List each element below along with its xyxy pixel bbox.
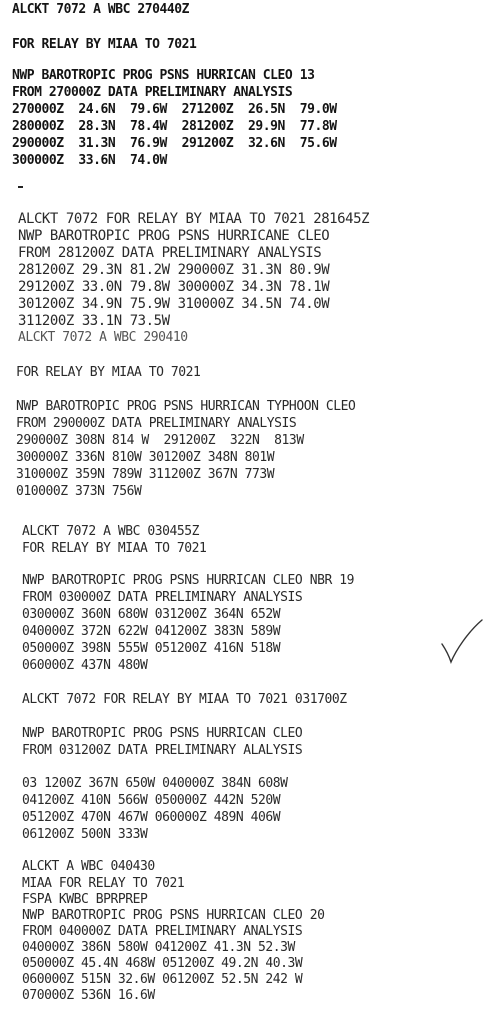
position-row: 301200Z 34.9N 75.9W 310000Z 34.5N 74.0W <box>18 296 330 312</box>
analysis-source: FROM 040000Z DATA PRELIMINARY ANALYSIS <box>22 924 303 939</box>
message-header: ALCKT 7072 A WBC 030455Z <box>22 524 200 539</box>
forecast-title: NWP BAROTROPIC PROG PSNS HURRICAN CLEO 13 <box>12 68 315 83</box>
position-row: 051200Z 470N 467W 060000Z 489N 406W <box>22 810 281 825</box>
position-row: 050000Z 45.4N 468W 051200Z 49.2N 40.3W <box>22 956 303 971</box>
position-row: 040000Z 386N 580W 041200Z 41.3N 52.3W <box>22 940 295 955</box>
message-header: ALCKT 7072 A WBC 290410 <box>18 330 188 345</box>
position-row: 291200Z 33.0N 79.8W 300000Z 34.3N 78.1W <box>18 279 330 295</box>
position-row: 010000Z 373N 756W <box>16 484 142 499</box>
forecast-title: NWP BAROTROPIC PROG PSNS HURRICANE CLEO <box>18 228 330 244</box>
forecast-title: NWP BAROTROPIC PROG PSNS HURRICAN CLEO NBR 19 <box>22 573 354 588</box>
message-header: ALCKT A WBC 040430 <box>22 859 155 874</box>
forecast-title: NWP BAROTROPIC PROG PSNS HURRICAN CLEO 20 <box>22 908 325 923</box>
message-header: ALCKT 7072 A WBC 270440Z <box>12 2 190 17</box>
position-row: 290000Z 31.3N 76.9W 291200Z 32.6N 75.6W <box>12 136 337 151</box>
handwritten-checkmark <box>440 618 483 664</box>
position-row: 311200Z 33.1N 73.5W <box>18 313 170 329</box>
relay-line: FOR RELAY BY MIAA TO 7021 <box>12 37 197 52</box>
position-row: 060000Z 437N 480W <box>22 658 148 673</box>
position-row: 270000Z 24.6N 79.6W 271200Z 26.5N 79.0W <box>12 102 337 117</box>
relay-line: MIAA FOR RELAY TO 7021 <box>22 876 185 891</box>
analysis-source: FROM 031200Z DATA PRELIMINARY ALALYSIS <box>22 743 303 758</box>
position-row: 030000Z 360N 680W 031200Z 364N 652W <box>22 607 281 622</box>
position-row: 050000Z 398N 555W 051200Z 416N 518W <box>22 641 281 656</box>
position-row: 060000Z 515N 32.6W 061200Z 52.5N 242 W <box>22 972 303 987</box>
position-row: 281200Z 29.3N 81.2W 290000Z 31.3N 80.9W <box>18 262 330 278</box>
position-row: 061200Z 500N 333W <box>22 827 148 842</box>
position-row: 070000Z 536N 16.6W <box>22 988 155 1003</box>
message-header: ALCKT 7072 FOR RELAY BY MIAA TO 7021 281645Z <box>18 211 370 227</box>
analysis-source: FROM 281200Z DATA PRELIMINARY ANALYSIS <box>18 245 322 261</box>
analysis-source: FROM 270000Z DATA PRELIMINARY ANALYSIS <box>12 85 293 100</box>
position-row: 040000Z 372N 622W 041200Z 383N 589W <box>22 624 281 639</box>
position-row: 310000Z 359N 789W 311200Z 367N 773W <box>16 467 275 482</box>
forecast-title: NWP BAROTROPIC PROG PSNS HURRICAN TYPHOON CLEO <box>16 399 356 414</box>
position-row: 300000Z 336N 810W 301200Z 348N 801W <box>16 450 275 465</box>
routing-line: FSPA KWBC BPRPREP <box>22 892 148 907</box>
analysis-source: FROM 030000Z DATA PRELIMINARY ANALYSIS <box>22 590 303 605</box>
position-row: 280000Z 28.3N 78.4W 281200Z 29.9N 77.8W <box>12 119 337 134</box>
position-row: 03 1200Z 367N 650W 040000Z 384N 608W <box>22 776 288 791</box>
relay-line: FOR RELAY BY MIAA TO 7021 <box>16 365 201 380</box>
relay-line: FOR RELAY BY MIAA TO 7021 <box>22 541 207 556</box>
analysis-source: FROM 290000Z DATA PRELIMINARY ANALYSIS <box>16 416 297 431</box>
position-row: 041200Z 410N 566W 050000Z 442N 520W <box>22 793 281 808</box>
message-header: ALCKT 7072 FOR RELAY BY MIAA TO 7021 031700Z <box>22 692 347 707</box>
position-row: 290000Z 308N 814 W 291200Z 322N 813W <box>16 433 304 448</box>
position-row: 300000Z 33.6N 74.0W <box>12 153 167 168</box>
forecast-title: NWP BAROTROPIC PROG PSNS HURRICAN CLEO <box>22 726 303 741</box>
stray-mark <box>18 186 23 188</box>
